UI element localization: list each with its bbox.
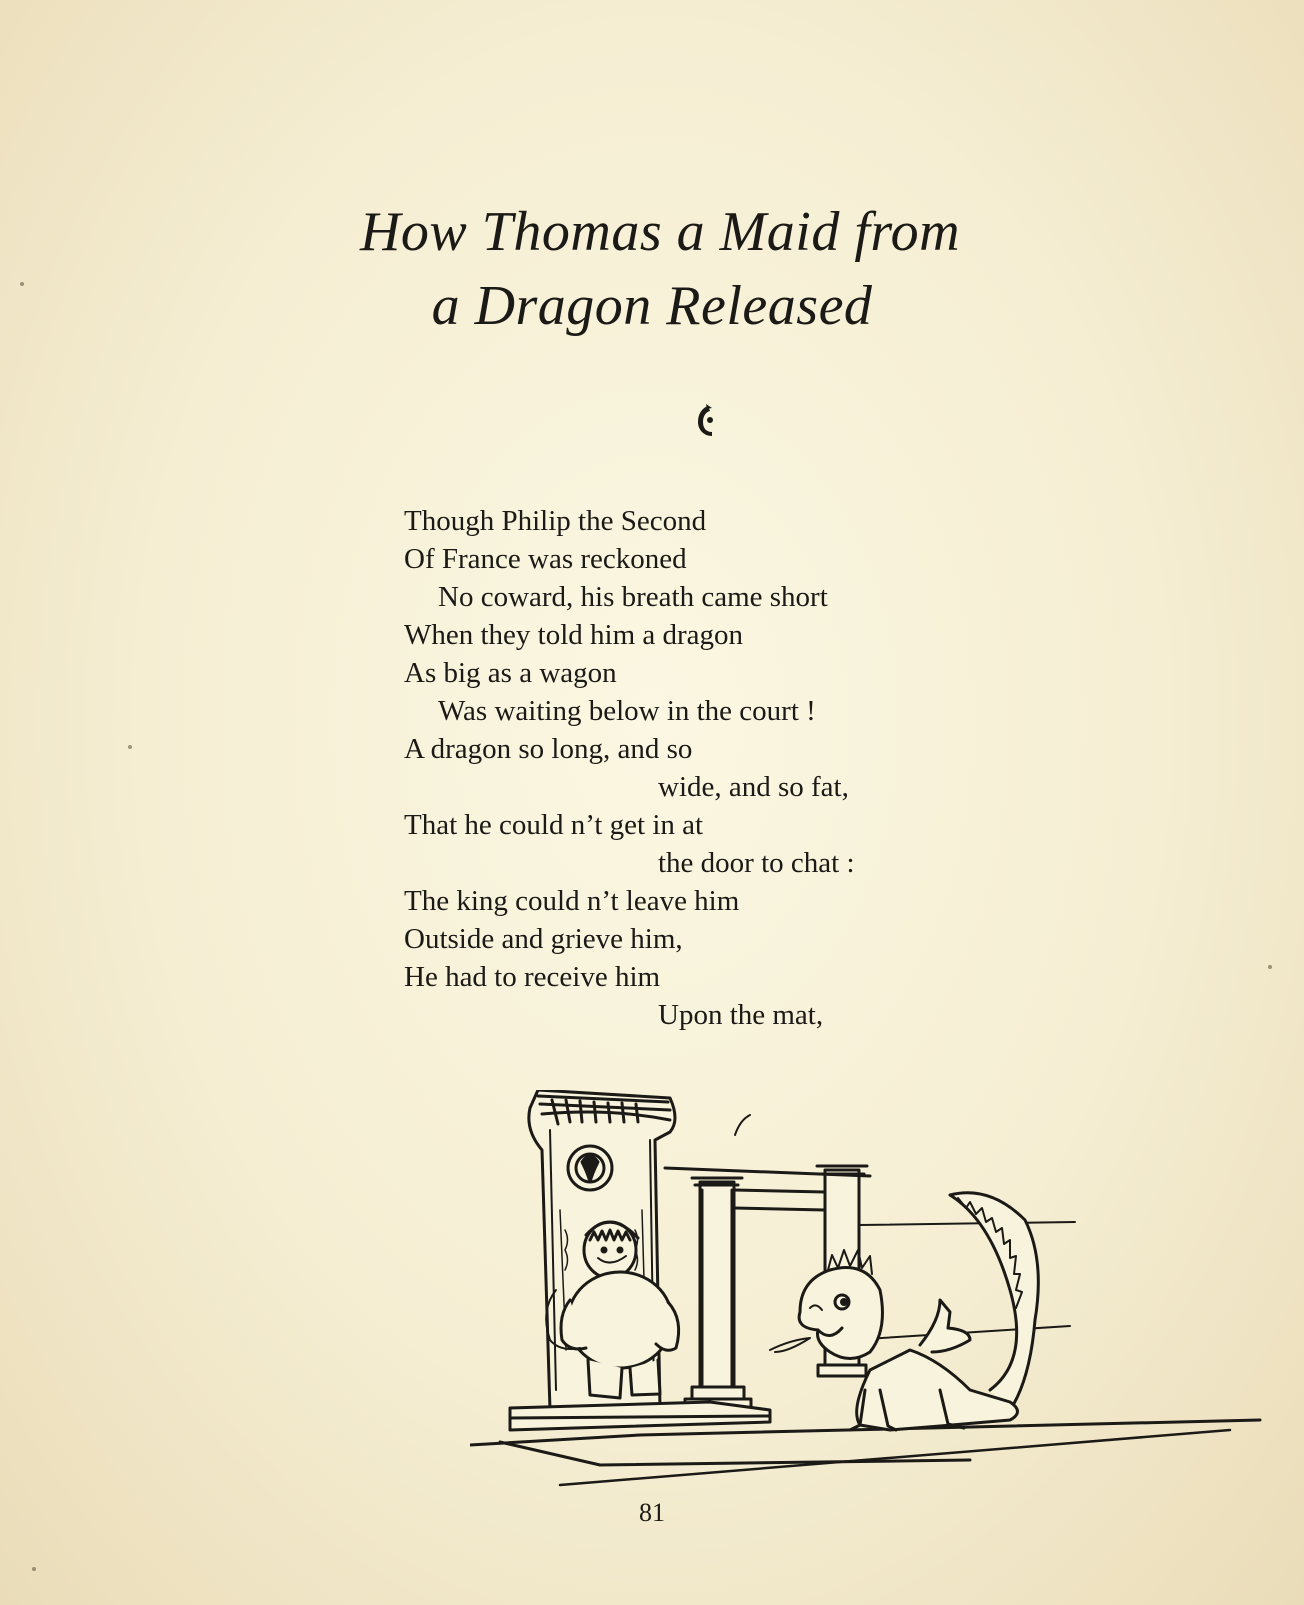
- poem-line: Outside and grieve him,: [404, 923, 683, 955]
- poem-line: Was waiting below in the court !: [438, 695, 816, 727]
- poem-line: The king could n’t leave him: [404, 885, 740, 917]
- poem-line: wide, and so fat,: [658, 771, 849, 803]
- paper-speck: [128, 745, 132, 749]
- king-on-throne-with-dragon-illustration: [470, 1090, 1270, 1510]
- paper-speck: [32, 1567, 36, 1571]
- title-line-1: How Thomas a Maid from: [359, 201, 961, 263]
- poem-line: He had to receive him: [404, 961, 661, 993]
- poem-line: That he could n’t get in at: [404, 809, 704, 841]
- poem-line: No coward, his breath came short: [438, 581, 828, 613]
- poem-line: As big as a wagon: [404, 657, 617, 689]
- fleuron-icon: [690, 402, 720, 442]
- poem-line: When they told him a dragon: [404, 619, 744, 651]
- poem-line: A dragon so long, and so: [404, 733, 693, 765]
- page-number: 81: [639, 1498, 665, 1527]
- title-line-2: a Dragon Released: [431, 275, 873, 337]
- page-title: [0, 195, 1304, 343]
- poem-line: Of France was reckoned: [404, 543, 687, 575]
- paper-speck: [1268, 965, 1272, 969]
- poem-body: [404, 502, 964, 1034]
- poem-line: Upon the mat,: [658, 999, 824, 1031]
- poem-line: the door to chat :: [658, 847, 855, 879]
- poem-line: Though Philip the Second: [404, 505, 707, 537]
